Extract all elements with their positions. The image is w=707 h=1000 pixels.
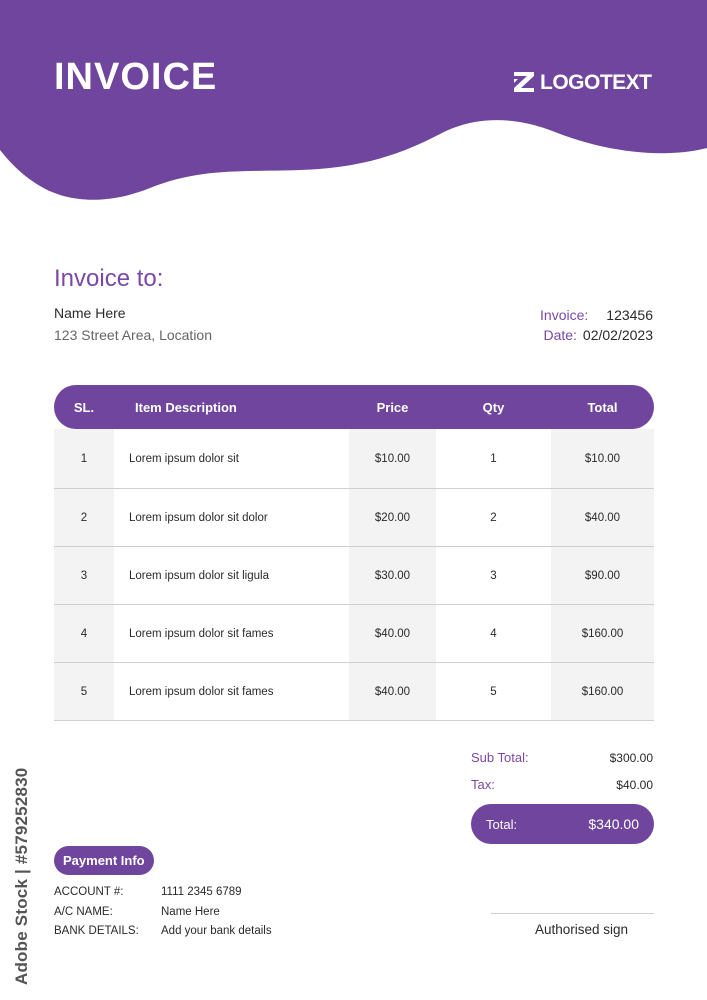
cell-qty: 1: [436, 429, 551, 488]
cell-total: $40.00: [551, 489, 654, 546]
invoice-date: [543, 327, 653, 343]
grand-total: [471, 804, 654, 844]
header-qty: Qty: [482, 399, 505, 415]
cell-sl: 3: [54, 547, 114, 604]
table-row: [54, 663, 654, 721]
header-item-description: Item Description: [135, 399, 237, 415]
cell-description: Lorem ipsum dolor sit dolor: [114, 489, 349, 546]
table-body: [54, 429, 654, 721]
cell-description: Lorem ipsum dolor sit ligula: [114, 547, 349, 604]
invoice-to-heading: Invoice to:: [54, 265, 164, 292]
document-title: INVOICE: [54, 56, 218, 98]
ac-name-value: Name Here: [161, 906, 220, 918]
cell-qty: 3: [436, 547, 551, 604]
cell-sl: 1: [54, 429, 114, 488]
table-header: [54, 385, 654, 429]
account-value: 1111 2345 6789: [161, 886, 242, 898]
cell-sl: 2: [54, 489, 114, 546]
signature-line: [491, 913, 654, 914]
ac-name-label: A/C NAME:: [54, 906, 113, 918]
table-row: [54, 429, 654, 489]
payment-info-heading: Payment Info: [54, 846, 154, 875]
cell-qty: 2: [436, 489, 551, 546]
payment-bank-row: [54, 925, 272, 937]
table-row: [54, 605, 654, 663]
cell-description: Lorem ipsum dolor sit: [114, 429, 349, 488]
bank-details-value: Add your bank details: [161, 925, 272, 937]
cell-total: $90.00: [551, 547, 654, 604]
cell-price: $40.00: [349, 663, 436, 720]
items-table: [54, 385, 654, 721]
cell-price: $10.00: [349, 429, 436, 488]
table-row: [54, 547, 654, 605]
invoice-date-label: Date:: [543, 327, 577, 343]
stock-credit: Adobe Stock | #579252830: [12, 767, 31, 985]
invoice-number: [540, 307, 653, 323]
cell-total: $10.00: [551, 429, 654, 488]
cell-description: Lorem ipsum dolor sit fames: [114, 605, 349, 662]
client-address: 123 Street Area, Location: [54, 327, 212, 343]
header-sl: SL.: [73, 399, 95, 415]
client-name: Name Here: [54, 305, 126, 321]
cell-price: $40.00: [349, 605, 436, 662]
signature-label: Authorised sign: [534, 922, 628, 937]
sub-total-value: $300.00: [609, 751, 653, 765]
table-row: [54, 489, 654, 547]
cell-sl: 4: [54, 605, 114, 662]
signature-area: [491, 922, 654, 937]
logo: [512, 70, 652, 94]
z-logo-icon: [512, 70, 536, 94]
cell-qty: 5: [436, 663, 551, 720]
total-label: Total:: [486, 816, 518, 832]
cell-qty: 4: [436, 605, 551, 662]
tax-label: Tax:: [471, 777, 495, 792]
header-wave-background: [0, 0, 707, 210]
invoice-number-label: Invoice:: [540, 307, 589, 323]
sub-total-label: Sub Total:: [471, 750, 529, 765]
logo-text: LOGOTEXT: [540, 70, 652, 94]
cell-description: Lorem ipsum dolor sit fames: [114, 663, 349, 720]
bank-details-label: BANK DETAILS:: [54, 925, 139, 937]
cell-price: $30.00: [349, 547, 436, 604]
payment-account-row: [54, 886, 242, 898]
invoice-date-value: 02/02/2023: [582, 327, 653, 343]
account-label: ACCOUNT #:: [54, 886, 124, 898]
total-value: $340.00: [588, 816, 639, 832]
cell-price: $20.00: [349, 489, 436, 546]
cell-total: $160.00: [551, 663, 654, 720]
header-total: Total: [587, 399, 618, 415]
payment-name-row: [54, 906, 220, 918]
cell-sl: 5: [54, 663, 114, 720]
tax-value: $40.00: [616, 778, 653, 792]
header-price: Price: [376, 399, 409, 415]
invoice-number-value: 123456: [606, 307, 653, 323]
cell-total: $160.00: [551, 605, 654, 662]
